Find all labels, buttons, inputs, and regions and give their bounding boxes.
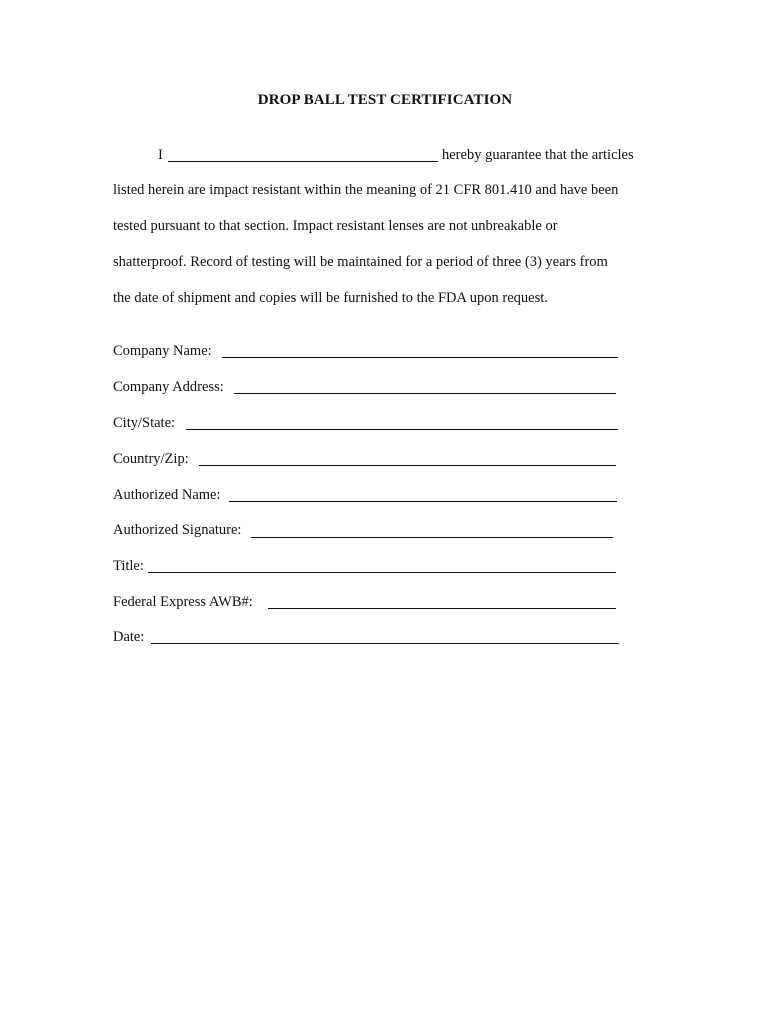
field-label-city-state: City/State: xyxy=(113,415,176,431)
body-line-2: tested pursuant to that section. Impact resistant lenses are not unbreakable or xyxy=(113,218,558,234)
field-label-country-zip: Country/Zip: xyxy=(113,451,189,467)
document-title: DROP BALL TEST CERTIFICATION xyxy=(257,92,513,108)
title-field[interactable] xyxy=(148,572,616,573)
city-state-field[interactable] xyxy=(186,429,618,430)
field-label-fedex-awb: Federal Express AWB#: xyxy=(113,594,253,610)
field-label-authorized-signature: Authorized Signature: xyxy=(113,522,242,538)
field-label-company-address: Company Address: xyxy=(113,379,224,395)
field-label-date: Date: xyxy=(113,629,145,645)
field-label-company-name: Company Name: xyxy=(113,343,212,359)
guarantor-name-field[interactable] xyxy=(168,161,438,162)
date-field[interactable] xyxy=(151,643,619,644)
authorized-signature-field[interactable] xyxy=(251,537,613,538)
company-name-field[interactable] xyxy=(222,357,618,358)
company-address-field[interactable] xyxy=(234,393,616,394)
fedex-awb-field[interactable] xyxy=(268,608,616,609)
country-zip-field[interactable] xyxy=(199,465,616,466)
intro-suffix: hereby guarantee that the articles xyxy=(442,147,634,163)
authorized-name-field[interactable] xyxy=(229,501,617,502)
body-line-1: listed herein are impact resistant within the meaning of 21 CFR 801.410 and have been xyxy=(113,182,619,198)
field-label-title: Title: xyxy=(113,558,144,574)
intro-prefix: I xyxy=(158,147,163,163)
body-line-4: the date of shipment and copies will be furnished to the FDA upon request. xyxy=(113,290,548,306)
body-line-3: shatterproof. Record of testing will be maintained for a period of three (3) years from xyxy=(113,254,608,270)
field-label-authorized-name: Authorized Name: xyxy=(113,487,221,503)
